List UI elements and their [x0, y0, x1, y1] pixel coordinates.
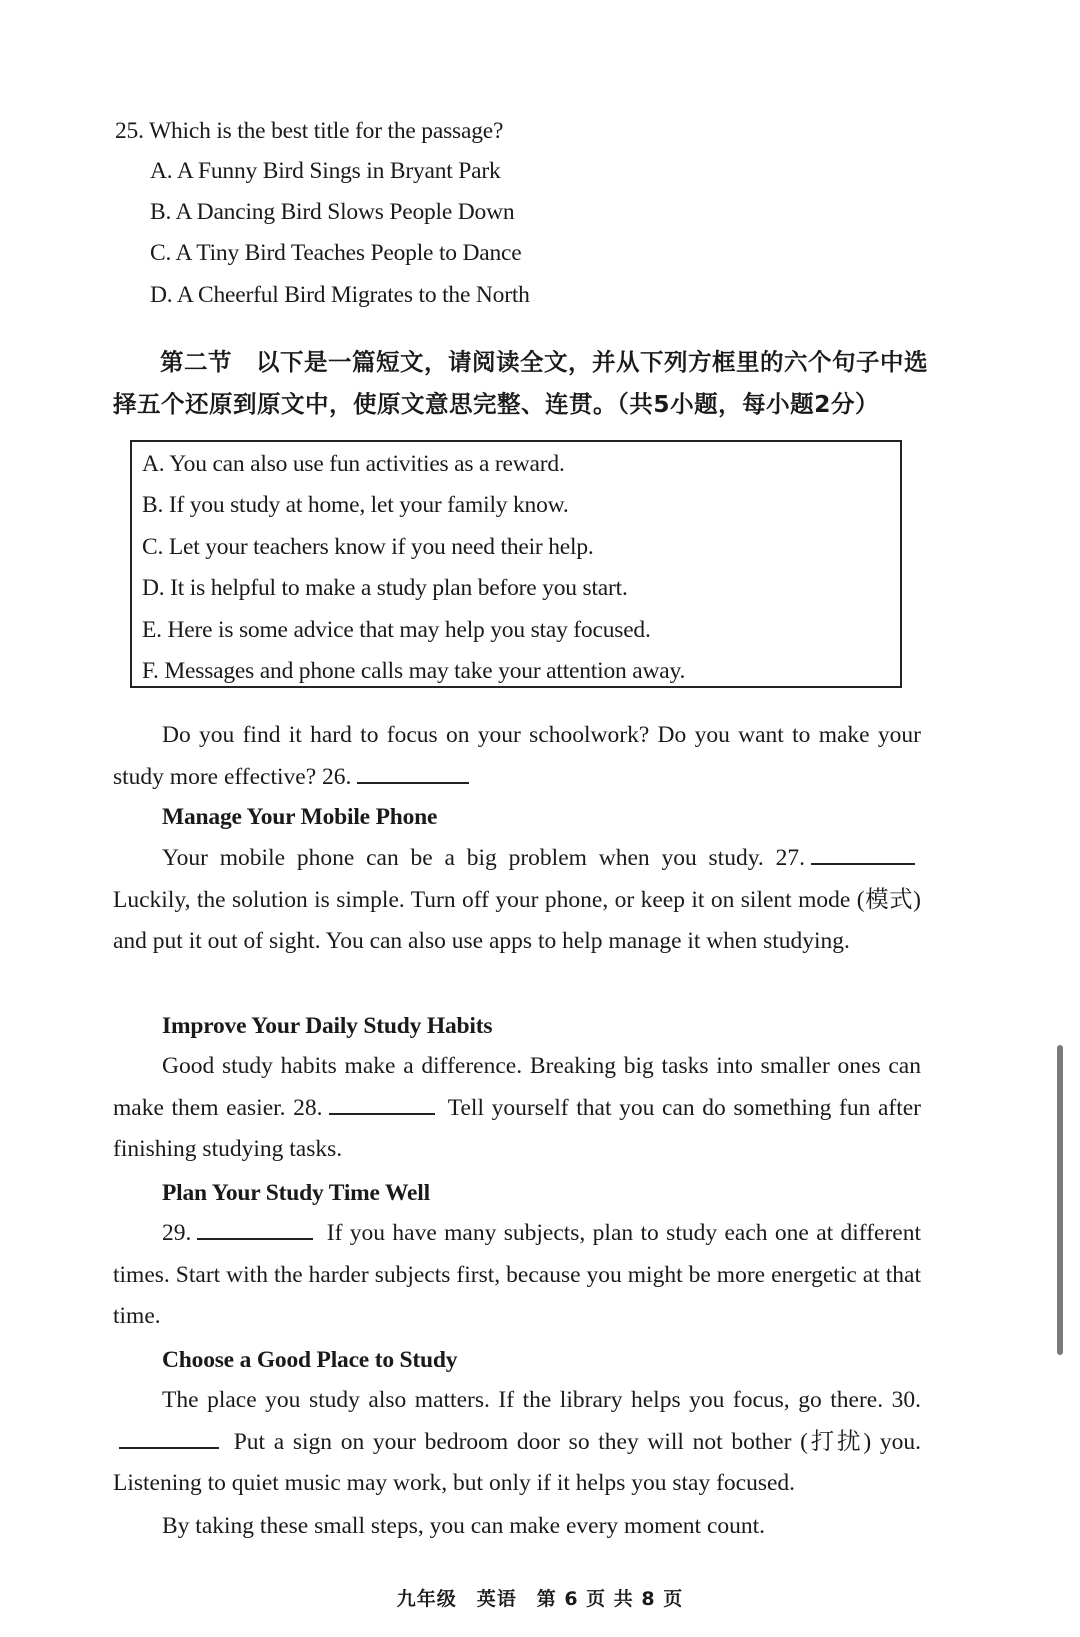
choices-box: [130, 440, 902, 688]
question-25-option-b: B. A Dancing Bird Slows People Down: [150, 199, 515, 225]
paragraph-study-habits: [113, 1046, 921, 1171]
scrollbar[interactable]: [1057, 1045, 1063, 1355]
paragraph-study-place: [113, 1380, 921, 1505]
blank-28: [329, 1093, 435, 1115]
page-footer: 九年级 英语 第 6 页 共 8 页: [396, 1588, 684, 1610]
p1-text-b: Luckily, the solution is simple. Turn off your phone, or keep it on silent mode (模式) and put it out of sight. You can also use apps to help manage it when studying.: [113, 886, 921, 955]
question-25-option-a: A. A Funny Bird Sings in Bryant Park: [150, 158, 501, 184]
section-instruction-line2: 择五个还原到原文中，使原文意思完整、连贯。（共5小题，每小题2分）: [113, 390, 879, 418]
blank-29: [197, 1218, 313, 1240]
section-instruction-line1: 第二节 以下是一篇短文，请阅读全文，并从下列方框里的六个句子中选: [160, 348, 928, 376]
p2-text-a: Good study habits make a difference. Breaking big tasks into smaller ones can make them easier. 28.: [113, 1053, 921, 1121]
p4-text-a: The place you study also matters. If the library helps you focus, go there. 30.: [162, 1387, 921, 1413]
intro-paragraph: [113, 715, 921, 798]
intro-text: Do you find it hard to focus on your schoolwork? Do you want to make your study more effective? 26.: [113, 722, 921, 790]
choice-b: B. If you study at home, let your family know.: [142, 492, 569, 518]
choice-e: E. Here is some advice that may help you stay focused.: [142, 617, 651, 643]
blank-27: [811, 843, 915, 865]
closing-paragraph: [113, 1506, 921, 1548]
choice-f: F. Messages and phone calls may take your attention away.: [142, 658, 686, 684]
p4-text-b: Put a sign on your bedroom door so they will not bother (打扰) you. Listening to quiet music may work, but only if it helps you stay focused.: [113, 1428, 922, 1497]
paragraph-study-time: [113, 1213, 921, 1338]
question-25-option-c: C. A Tiny Bird Teaches People to Dance: [150, 240, 522, 266]
p3-text-a: 29.: [162, 1220, 192, 1246]
blank-26: [357, 762, 469, 784]
paragraph-mobile-phone: [113, 838, 921, 963]
question-25-option-d: D. A Cheerful Bird Migrates to the North: [150, 282, 530, 308]
question-25-stem: 25. Which is the best title for the passage?: [115, 118, 504, 144]
heading-study-habits: Improve Your Daily Study Habits: [162, 1013, 493, 1039]
heading-mobile-phone: Manage Your Mobile Phone: [162, 804, 438, 830]
p1-text-a: Your mobile phone can be a big problem when you study. 27.: [162, 845, 805, 871]
heading-study-time: Plan Your Study Time Well: [162, 1180, 430, 1206]
choice-d: D. It is helpful to make a study plan before you start.: [142, 575, 628, 601]
p3-text-b: If you have many subjects, plan to study each one at different times. Start with the harder subjects first, because you might be more energetic at that time.: [113, 1220, 921, 1330]
heading-study-place: Choose a Good Place to Study: [162, 1347, 458, 1373]
blank-30: [119, 1427, 219, 1449]
choice-c: C. Let your teachers know if you need their help.: [142, 534, 594, 560]
p2-text-b: Tell yourself that you can do something fun after finishing studying tasks.: [113, 1094, 922, 1163]
closing-text: By taking these small steps, you can make every moment count.: [162, 1513, 766, 1539]
choice-a: A. You can also use fun activities as a reward.: [142, 451, 565, 477]
